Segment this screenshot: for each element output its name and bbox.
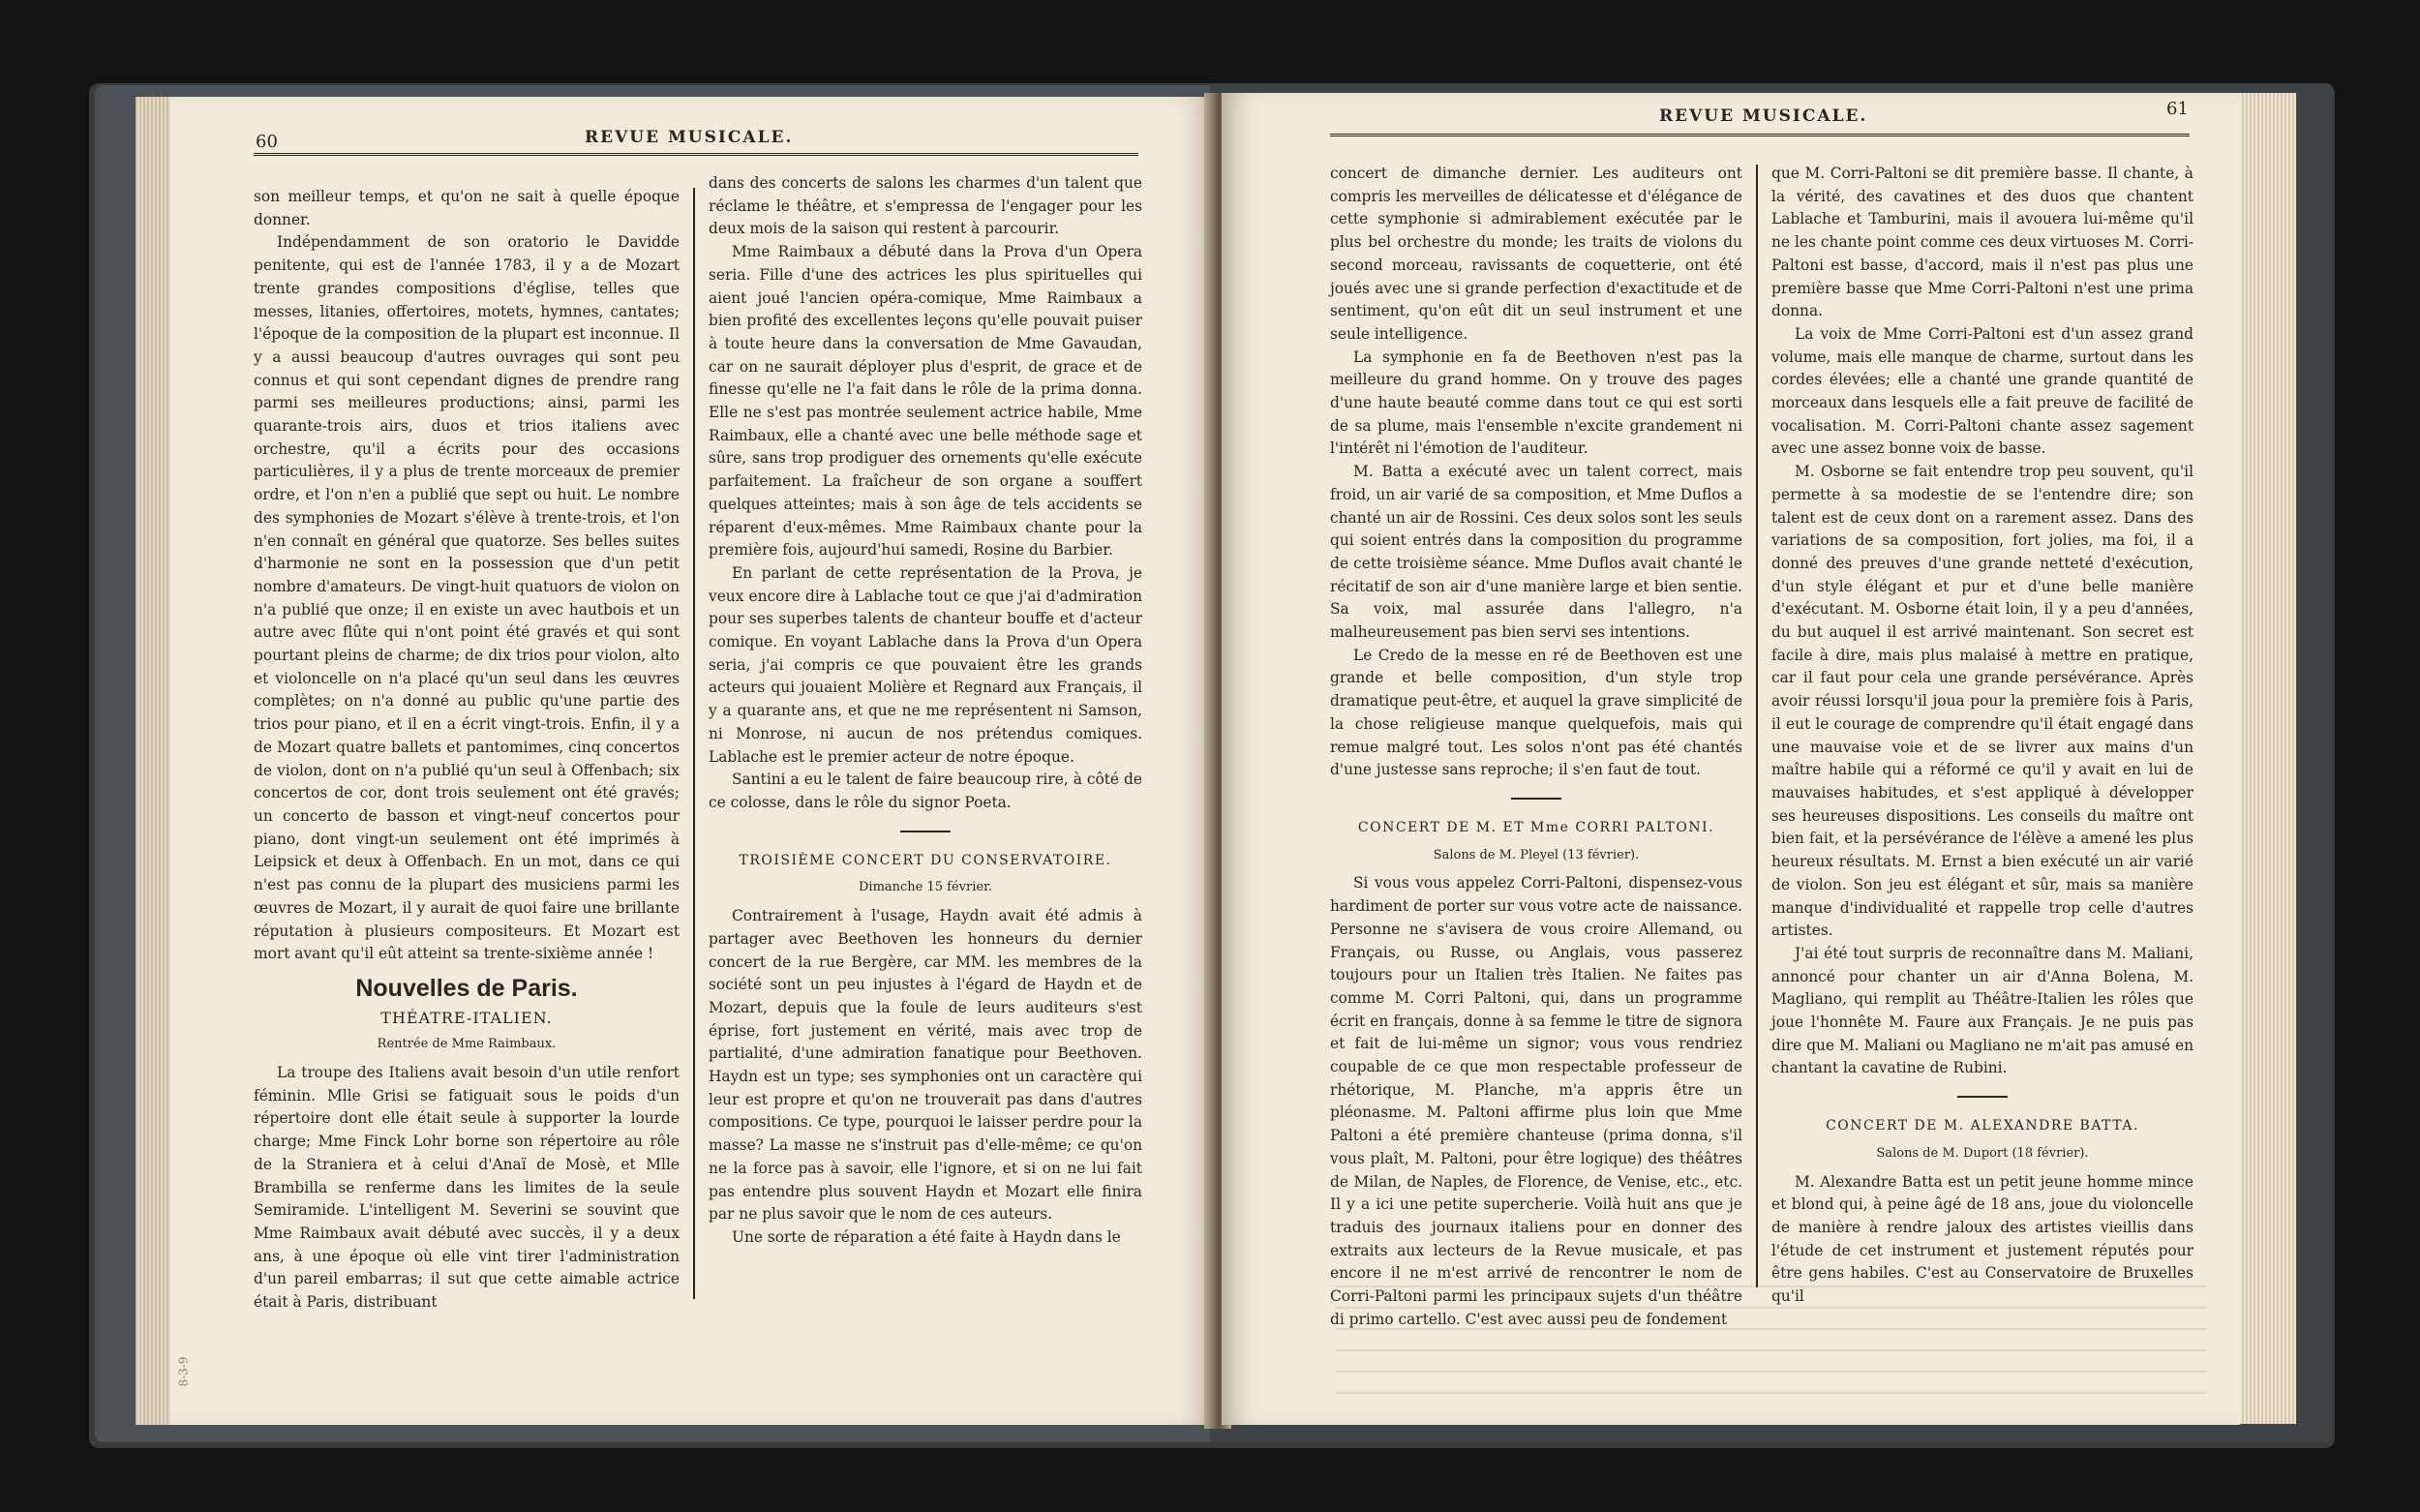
column-divider-left [693, 188, 695, 1299]
section-title: TROISIÈME CONCERT DU CONSERVATOIRE. [739, 852, 1112, 868]
paragraph: Une sorte de réparation a été faite à Haydn dans le [732, 1227, 1121, 1246]
paragraph: En parlant de cette représentation de la Prova, je veux encore dire à Lablache tout ce que j'ai d'admiration pour ses superbes talents de chanteur bouffe et d'acteur comique. En voyant Lablache dans la Prova d'un Opera seria, j'ai compris ce que pouvaient être les grands acteurs qui jouaient Molière et Regnard aux Français, il y a quarante ans, et que ne me représentent ni Samson, ni Monrose, ni aucun de nos prétendus comiques. Lablache est le premier acteur de notre époque. [709, 563, 1142, 766]
paragraph: J'ai été tout surpris de reconnaître dans M. Maliani, annoncé pour chanter un air d'Anna Bolena, M. Magliano, qui remplit au Théâtre-Italien les rôles que joue l'honnête M. Faure aux Français. Je ne puis pas dire que M. Maliani ou Magliano ne m'ait pas amusé en chantant la cavatine de Rubini. [1771, 944, 2193, 1077]
paragraph: Le Credo de la messe en ré de Beethoven est une grande et belle composition, d'un style trop dramatique peut-être, et auquel la grave simplicité de la chose religieuse manque quelquefois, mais qui remue malgré tout. Les solos n'ont pas été chantés d'une justesse sans reproche; il s'en faut de tout. [1330, 646, 1742, 779]
section-separator [900, 831, 951, 832]
section-date: Dimanche 15 février. [858, 880, 993, 895]
subsection-note: Rentrée de Mme Raimbaux. [377, 1037, 557, 1052]
right-page [1222, 93, 2240, 1425]
paragraph: Santini a eu le talent de faire beaucoup rire, à côté de ce colosse, dans le rôle du signor Poeta. [709, 771, 1142, 811]
page-number-left: 60 [256, 132, 278, 152]
right-page-column-2 [1771, 163, 2193, 1309]
paragraph: Contrairement à l'usage, Haydn avait été admis à partager avec Beethoven les honneurs du dernier concert de la rue Bergère, car MM. les membres de la société sont un peu injustes à l'égard de Haydn et de Mozart, depuis que la foule de leurs auditeurs s'est éprise, fort justement en vérité, mais avec trop de partialité, d'une admiration fanatique pour Beethoven. Haydn est un type; ses symphonies ont un caractère qui leur est propre et qu'on ne trouverait pas dans d'autres compositions. Ce type, pourquoi le laisser perdre pour la masse? La masse ne s'instruit pas d'elle-même; ce qu'on ne la force pas à savoir, elle l'ignore, et si on ne lui fait pas entendre plus souvent Haydn et Mozart elle finira par ne plus savoir que le nom de ces auteurs. [709, 907, 1142, 1224]
paragraph: M. Alexandre Batta est un petit jeune homme mince et blond qui, à peine âgé de 18 ans, joue du violoncelle de manière à rendre jaloux des artistes vieillis dans l'étude de cet instrument et justement réputés pour être gens habiles. C'est au Conservatoire de Bruxelles qu'il [1771, 1172, 2193, 1306]
paragraph: concert de dimanche dernier. Les auditeurs ont compris les merveilles de délicatesse et d'élégance de cette symphonie si admirablement exécutée par le plus bel orchestre du monde; les traits de violons du second morceau, ravissants de coquetterie, ont été joués avec une si grande perfection d'exactitude et de sentiment, qu'on eût dit un seul instrument et une seule intelligence. [1330, 165, 1742, 343]
section-title: CONCERT DE M. ET Mme CORRI PALTONI. [1357, 819, 1715, 835]
paragraph: La voix de Mme Corri-Paltoni est d'un assez grand volume, mais elle manque de charme, surtout dans les cordes élevées; elle a chanté une grande quantité de morceaux dans lesquels elle a fait preuve de facilité de vocalisation. M. Corri-Paltoni chante assez sagement avec une assez bonne voix de basse. [1771, 324, 2193, 458]
paragraph: son meilleur temps, et qu'on ne sait à quelle époque donner. [254, 188, 680, 228]
running-head-right: REVUE MUSICALE. [1659, 106, 1868, 126]
section-separator [1957, 1096, 2008, 1098]
paragraph: La symphonie en fa de Beethoven n'est pas la meilleure du grand homme. On y trouve des pages d'une haute beauté comme dans tout ce qui est sorti de sa plume, mais l'ensemble n'excite grandement ni l'intérêt ni l'émotion de l'auditeur. [1330, 348, 1742, 458]
page-edges-left [136, 97, 172, 1425]
page-number-right: 61 [2166, 99, 2189, 119]
paragraph: Indépendamment de son oratorio le Davidde penitente, qui est de l'année 1783, il y a de Mozart trente grandes compositions d'église, telles que messes, litanies, offertoires, motets, hymnes, cantates; l'époque de la composition de la plupart est inconnue. Il y a aussi beaucoup d'autres ouvrages qui sont peu connus et qui sont cependant dignes de prendre rang parmi ses meilleures productions; ainsi, parmi les quarante-trois airs, duos et trios italiens avec orchestre, qu'il a écrits pour des occasions particulières, il y a plus de trente morceaux de premier ordre, et l'on n'en a publié que sept ou huit. Le nombre des symphonies de Mozart s'élève à trente-trois, et l'on n'en connaît en général que quatorze. Ses belles suites d'harmonie ne sont en la possession que d'un petit nombre d'amateurs. De vingt-huit quatuors de violon on n'a publié que onze; il en existe un avec hautbois et un autre avec flûte qui n'ont point été gravés et qui sont pourtant pleins de charme; de dix trios pour violon, alto et violoncelle on n'a placé qu'un seul dans les œuvres complètes; on n'a donné au public qu'une partie des trios pour piano, et il en a écrit vingt-trois. Enfin, il y a de Mozart quatre ballets et pantomimes, cinq concertos de violon, dont on n'a publié qu'un seul à Offenbach; six concertos de cor, dont trois seulement ont été gravés; un concerto de basson et vingt-neuf concertos pour piano, dont vingt-un seulement ont été imprimés à Leipsick et deux à Offenbach. En un mot, dans ce qui n'est pas connu de la plupart des musiciens parmi les œuvres de Mozart, il y aurait de quoi faire une brillante réputation à plusieurs compositeurs. Et Mozart est mort avant qu'il eût atteint sa trente-sixième année ! [254, 233, 680, 963]
header-rule-right [1330, 134, 2190, 136]
left-page-column-2 [709, 172, 1142, 1250]
paragraph: Si vous vous appelez Corri-Paltoni, dispensez-vous hardiment de porter sur vous votre acte de naissance. Personne ne s'avisera de vous croire Allemand, ou Français, ou Russe, ou Anglais, vous passerez toujours pour un Italien très Italien. Ne faites pas comme M. Corri Paltoni, qui, dans un programme écrit en français, donne à sa femme le titre de signora et fait de lui-même un signor; vous vous rendriez coupable de ce que mon respectable professeur de rhétorique, M. Planche, m'a appris être un pléonasme. M. Paltoni affirme plus loin que Mme Paltoni a été première chanteuse (prima donna, s'il vous plaît, M. Paltoni, pour être logique) des théâtres de Milan, de Naples, de Florence, de Venise, etc., etc. Il y a ici une petite supercherie. Voilà huit ans que je traduis des journaux italiens pour en donner des extraits aux lecteurs de la Revue musicale, et pas encore il ne m'est arrivé de rencontrer le nom de Corri-Paltoni parmi les principaux sujets d'un théâtre di primo cartello. C'est avec aussi peu de fondement [1330, 874, 1742, 1328]
pencil-margin-note: 8-3-9 [176, 1356, 191, 1387]
paragraph: dans des concerts de salons les charmes d'un talent que réclame le théâtre, et s'empressa de l'engager pour les deux mois de la saison qui restent à parcourir. [709, 174, 1142, 238]
right-page-column-1 [1330, 163, 1742, 1331]
show-through-text [1336, 1278, 2207, 1394]
header-rule-left [254, 153, 1138, 156]
section-title: Nouvelles de Paris. [355, 974, 578, 1002]
page-edges-right [2238, 93, 2296, 1424]
paragraph: Mme Raimbaux a débuté dans la Prova d'un Opera seria. Fille d'une des actrices les plus spirituelles qui aient joué l'ancien opéra-comique, Mme Raimbaux a bien profité des excellentes leçons qu'elle pouvait puiser à toute heure dans la conversation de Mme Gavaudan, car on ne saurait déployer plus d'esprit, de grace et de finesse qu'elle ne l'a fait dans le rôle de la prima donna. Elle ne s'est pas montrée seulement actrice habile, Mme Raimbaux, elle a chanté avec une belle méthode sage et sûre, sans trop prodiguer des ornements qu'elle exécute parfaitement. La fraîcheur de son organe a souffert quelques atteintes; mais à son âge de tels accidents se réparent d'eux-mêmes. Mme Raimbaux chante pour la première fois, aujourd'hui samedi, Rosine du Barbier. [709, 243, 1142, 559]
section-venue: Salons de M. Duport (18 février). [1876, 1145, 2089, 1161]
running-head-left: REVUE MUSICALE. [585, 128, 794, 147]
paragraph: La troupe des Italiens avait besoin d'un utile renfort féminin. Mlle Grisi se fatiguait sous le poids d'un répertoire dont elle était seule à supporter la lourde charge; Mme Finck Lohr borne son répertoire au rôle de la Straniera et à celui d'Anaï de Mosè, et Mlle Brambilla se renferme dans les limites de la seule Semiramide. L'intelligent M. Severini se souvint que Mme Raimbaux avait débuté avec succès, il y a deux ans, à une époque où elle vint tirer l'administration d'un pareil embarras; il sut que cette aimable actrice était à Paris, distribuant [254, 1064, 680, 1312]
column-divider-right [1756, 165, 1758, 1287]
paragraph: M. Batta a exécuté avec un talent correct, mais froid, un air varié de sa composition, et Mme Duflos a chanté un air de Rossini. Ces deux solos sont les seuls qui soient entrés dans la composition du programme de cette troisième séance. Mme Duflos avait chanté le récitatif de son air d'une manière large et bien sentie. Sa voix, mal assurée dans l'allegro, n'a malheureusement pas bien servi ses intentions. [1330, 463, 1742, 642]
paragraph: que M. Corri-Paltoni se dit première basse. Il chante, à la vérité, des cavatines et des duos que chantent Lablache et Tamburini, mais il avouera lui-même qu'il ne les chante point comme ces deux virtuoses M. Corri-Paltoni est basse, d'accord, mais il n'est pas plus une première basse que Mme Corri-Paltoni n'est une prima donna. [1771, 165, 2193, 320]
left-page-column-1 [254, 186, 680, 1315]
section-separator [1511, 798, 1561, 800]
subsection-title: THÉATRE-ITALIEN. [380, 1008, 553, 1027]
left-page [170, 97, 1214, 1425]
paragraph: M. Osborne se fait entendre trop peu souvent, qu'il permette à sa modestie de se l'entendre dire; son talent est de ceux dont on a rarement assez. Dans des variations de sa composition, fort jolies, ma foi, il a donné des preuves d'une grande netteté d'exécution, d'un style élégant et pur et d'une belle manière d'exécutant. M. Osborne était loin, il y a peu d'années, du but auquel il est arrivé maintenant. Son secret est facile à dire, mais plus malaisé à mettre en pratique, car il faut pour cela une grande persévérance. Après avoir réussi lorsqu'il joua pour la première fois à Paris, il eut le courage de comprendre qu'il était engagé dans une mauvaise voie et de se livrer aux mains d'un maître habile qui a réformé ce qu'il y avait en lui de mauvaises habitudes, et s'est appliqué à développer ses heureuses dispositions. Les conseils du maître ont bien fait, et la persévérance de l'élève a amené les plus heureux résultats. M. Ernst a bien exécuté un air varié de violon. Son jeu est élégant et sûr, mais sa manière manque d'individualité et rappelle trop celle d'autres artistes. [1771, 463, 2193, 940]
section-title: CONCERT DE M. ALEXANDRE BATTA. [1826, 1118, 2139, 1134]
section-venue: Salons de M. Pleyel (13 février). [1433, 847, 1640, 862]
